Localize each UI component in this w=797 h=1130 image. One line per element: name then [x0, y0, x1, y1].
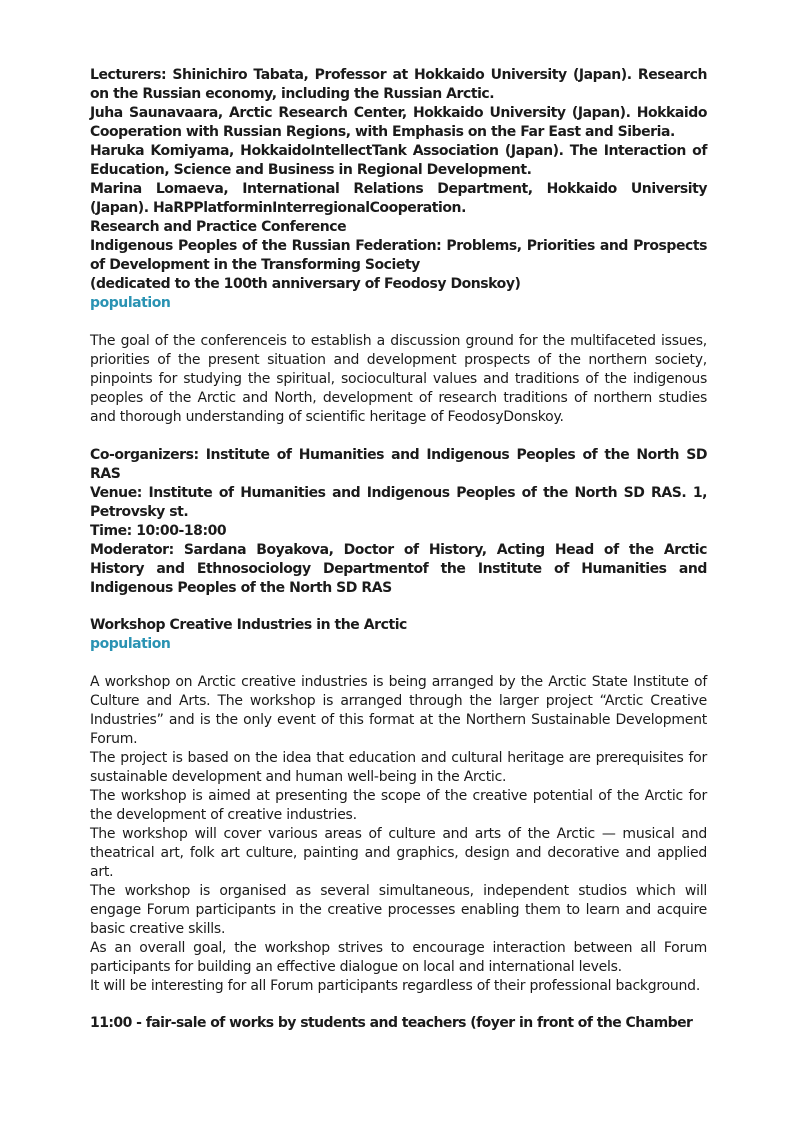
- venue-line: Venue: Institute of Humanities and Indigenous Peoples of the North SD RAS. 1, Petrovsky st.: [90, 485, 707, 520]
- workshop-paragraph: The project is based on the idea that education and cultural heritage are prerequisites for sustainable development and human well-being in the Arctic.: [90, 750, 707, 785]
- workshop-paragraph: A workshop on Arctic creative industries is being arranged by the Arctic State Institute of Culture and Arts. The workshop is arranged through the larger project “Arctic Creative Industries” and is the only event of this format at the Northern Sustainable Development Forum.: [90, 674, 707, 747]
- lecturer-saunavaara: Juha Saunavaara, Arctic Research Center, Hokkaido University (Japan). Hokkaido Cooperation with Russian Regions, with Emphasis on the Far East and Siberia.: [90, 105, 707, 140]
- schedule-line: 11:00 - fair-sale of works by students and teachers (foyer in front of the Chamber: [90, 1015, 693, 1031]
- conference-details: [90, 446, 707, 598]
- lecturer-lomaeva: Marina Lomaeva, International Relations Department, Hokkaido University (Japan). HaRPPlatforminInterregionalCooperation.: [90, 181, 707, 216]
- conference-topic-tag: population: [90, 295, 171, 311]
- workshop-paragraph: The workshop will cover various areas of culture and arts of the Arctic — musical and theatrical art, folk art culture, painting and graphics, design and decorative and applied art.: [90, 826, 707, 880]
- workshop-section: [90, 616, 707, 996]
- document-page: [90, 66, 707, 1033]
- conference-type: Research and Practice Conference: [90, 219, 347, 235]
- conference-title: Indigenous Peoples of the Russian Federation: Problems, Priorities and Prospects of Development in the Transforming Society: [90, 238, 707, 273]
- lecturers-section: [90, 66, 707, 313]
- time-line: Time: 10:00-18:00: [90, 523, 227, 539]
- lecturer-tabata: Lecturers: Shinichiro Tabata, Professor at Hokkaido University (Japan). Research on the Russian economy, including the Russian Arctic.: [90, 67, 707, 102]
- conference-description: The goal of the conferenceis to establish a discussion ground for the multifaceted issues, priorities of the present situation and development prospects of the northern society, pinpoints for studying the spiritual, sociocultural values and traditions of the indigenous peoples of the Arctic and North, development of research traditions of northern studies and thorough understanding of scientific heritage of FeodosyDonskoy.: [90, 333, 707, 425]
- workshop-paragraph: It will be interesting for all Forum participants regardless of their professional background.: [90, 978, 701, 994]
- lecturer-komiyama: Haruka Komiyama, HokkaidoIntellectTank Association (Japan). The Interaction of Education, Science and Business in Regional Development.: [90, 143, 707, 178]
- workshop-paragraph: The workshop is aimed at presenting the scope of the creative potential of the Arctic for the development of creative industries.: [90, 788, 707, 823]
- coorganizers-line: Co-organizers: Institute of Humanities and Indigenous Peoples of the North SD RAS: [90, 447, 707, 482]
- conference-dedication: (dedicated to the 100th anniversary of Feodosy Donskoy): [90, 276, 521, 292]
- moderator-line: Moderator: Sardana Boyakova, Doctor of History, Acting Head of the Arctic History and Ethnosociology Departmentof the Institute of Humanities and Indigenous Peoples of the North SD RAS: [90, 542, 707, 596]
- workshop-topic-tag: population: [90, 636, 171, 652]
- workshop-title: Workshop Creative Industries in the Arctic: [90, 617, 407, 633]
- workshop-paragraph: The workshop is organised as several simultaneous, independent studios which will engage Forum participants in the creative processes enabling them to learn and acquire basic creative skills.: [90, 883, 707, 937]
- workshop-paragraph: As an overall goal, the workshop strives to encourage interaction between all Forum participants for building an effective dialogue on local and international levels.: [90, 940, 707, 975]
